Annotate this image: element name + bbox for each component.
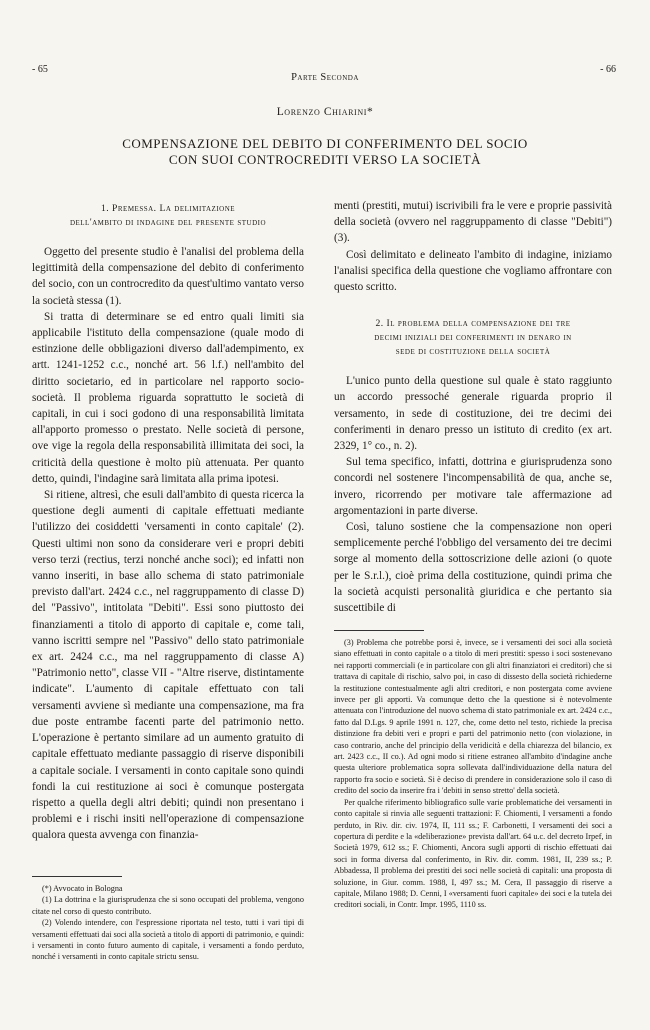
paragraph: Così, taluno sostiene che la compensazione non operi semplicemente perché l'obbligo del versamento dei tre decimi sorge al momento della sottoscrizione delle azioni (o quote per le S.r.l.), cioè prima della costituzione, quindi prima che la società acquisti personalità giuridica e che pertanto sia suscettibile di — [334, 521, 612, 615]
paragraph: Così delimitato e delineato l'ambito di indagine, iniziamo l'analisi specifica della questione che vogliamo affrontare con questo scritto. — [334, 248, 612, 294]
footnote: (3) Problema che potrebbe porsi è, invece, se i versamenti dei soci alla società siano effettuati in conto capitale o a titolo di meri prestiti: spesso i soci sostenevano nei rapporti commerciali (e in particolare con gli altri finanziatori ei creditori) che si trattava di capitale di rischio, salvo poi, in caso di dissesto della società richiederne la restituzione contestualmente agli altri creditori, e non postergata come avviene invece per gli apporti. Va comunque detto che la questione si è notevolmente attenuata con l'introduzione del nuovo schema di stato patrimoniale ex art. 2424 c.c., fatto dal D.Lgs. 9 aprile 1991 n. 127, che, come detto nel testo, richiede la precisa distinzione fra debiti veri e propri e parti del patrimonio netto (con violazione, in caso contrario, anche del principio della veridicità e della chiarezza del bilancio, ex art. 2423 c.c., II co.). Ad ogni modo si ritiene estraneo all'ambito d'indagine anche questa ulteriore problematica sopra sollevata dall'individuazione della natura del rapporto fra socio e società. Si è deciso di prendere in considerazione solo il caso di credito del socio da inserire fra i 'debiti in senso stretto' della società. — [334, 638, 612, 796]
article-title — [60, 136, 590, 168]
footnote-rule — [334, 630, 424, 631]
paragraph: Oggetto del presente studio è l'analisi del problema della legittimità della compensazione del debito di conferimento del socio, con un controcredito da quest'ultimo vantato verso la società stessa (1). — [32, 246, 305, 307]
section1-heading — [32, 202, 304, 230]
footnote: (1) La dottrina e la giurisprudenza che si sono occupati del problema, vengono citate nel corso di questo contributo. — [32, 895, 304, 916]
section2-heading — [334, 317, 612, 359]
footnotes-right — [334, 630, 612, 911]
paragraph: Sul tema specifico, infatti, dottrina e giurisprudenza sono concordi nel sostenere l'incompensabilità de qua, anche se, invero, ricorrendo per motivare tale affermazione ad argomentazioni in parte diverse. — [334, 456, 612, 517]
paragraph: Si ritiene, altresì, che esuli dall'ambito di questa ricerca la questione degli aumenti di capitale effettuati mediante l'utilizzo dei cosiddetti 'versamenti in conto capitale' (2). Questi ultimi non sono da considerare veri e propri debiti verso terzi (rectius, terzi nonché anche soci); ed infatti non vanno inseriti, in base allo schema di stato patrimoniale previsto dall'art. 2424 c.c., nel raggruppamento di classe D) del "Passivo", intitolata "Debiti". Essi sono piuttosto dei finanziamenti a titolo di apporto di capitale e, come tali, vanno iscritti sempre nel "Passivo" dello stato patrimoniale ex art. 2424 c.c., ma nel raggruppamento di classe A) "Patrimonio netto", classe VII - "Altre riserve, distintamente indicate". L'aumento di capitale effettuato con tali versamenti avviene sì mediante una compensazione, ma fra due poste entrambe facenti parte del patrimonio netto. L'operazione è pertanto similare ad un aumento gratuito di capitale effettuato mediante passaggio di riserve disponibili a capitale sociale. I versamenti in conto capitale sono quindi fondi la cui restituzione ai soci è comunque postergata rispetto a quella degli altri debiti; quindi non presentano i problemi e i rischi insiti nell'operazione di compensazione qualora questa avvenga con finanzia- — [32, 489, 304, 842]
section2-heading-line-3: sede di costituzione della società — [395, 346, 551, 358]
paragraph: L'unico punto della questione sul quale è stato raggiunto un accordo pressoché generale riguarda proprio il versamento, in sede di costituzione, dei tre decimi dei conferimenti in denaro presso un istituto di credito (ex art. 2329, 1° co., n. 2). — [334, 375, 612, 453]
footnote: (*) Avvocato in Bologna — [42, 884, 123, 893]
right-column — [334, 198, 612, 616]
running-title: Parte Seconda — [291, 72, 359, 83]
page-number-right: - 66 — [600, 64, 616, 75]
title-line-2: CON SUOI CONTROCREDITI VERSO LA SOCIETÀ — [168, 152, 482, 167]
title-line-1: COMPENSAZIONE DEL DEBITO DI CONFERIMENTO DEL SOCIO — [122, 136, 528, 151]
page-number-left: - 65 — [32, 64, 48, 75]
section2-heading-line-2: decimi iniziali dei conferimenti in denaro in — [374, 332, 572, 344]
left-column — [32, 198, 304, 844]
section1-heading-line-2: dell'ambito di indagine del presente studio — [69, 217, 267, 228]
footnote-rule — [32, 876, 122, 877]
section1-heading-line-1: 1. Premessa. La delimitazione — [100, 203, 236, 214]
author: Lorenzo Chiarini* — [276, 106, 374, 118]
paragraph: menti (prestiti, mutui) iscrivibili fra le vere e proprie passività della società (ovvero nel raggruppamento di classe "Debiti") (3). — [334, 200, 612, 245]
section2-heading-line-1: 2. Il problema della compensazione dei tre — [375, 318, 571, 330]
footnote: Per qualche riferimento bibliografico sulle varie problematiche dei versamenti in conto capitale si rinvia alle seguenti trattazioni: F. Chiomenti, I versamenti a fondo perduto, in Riv. dir. civ. 1974, II, 111 ss.; F. Carbonetti, I versamenti dei soci a copertura di perdite e la «deliberazione» prevista dall'art. 64 u.c. del decreto Irpef, in Società 1979, 612 ss.; F. Chiomenti, Ancora sugli apporti di rischio effettuati dai soci in forma diversa dal conferimento, in Riv. dir. comm. 1981, II, 239 ss.; P. Abbadessa, Il problema dei prestiti dei soci nelle società di capitali: una proposta di soluzione, in Giur. comm. 1988, I, 497 ss.; M. Cera, Il passaggio di riserve a capitale, Milano 1988; D. Cenni, I «versamenti fuori capitale» dei soci e la tutela dei creditori sociali, in Contr. Impr. 1995, 1110 ss. — [334, 797, 612, 910]
footnote: (2) Volendo intendere, con l'espressione riportata nel testo, tutti i vari tipi di versamenti effettuati dai soci alla società a titolo di apporti di patrimonio, e quindi: i versamenti in conto futuro aumento di capitale, i versamenti a fondo perduto, nonché i versamenti in conto capitale strictu sensu. — [32, 918, 304, 962]
footnotes-left — [32, 876, 304, 963]
paragraph: Si tratta di determinare se ed entro quali limiti sia applicabile l'istituto della compensazione (quale modo di estinzione delle obbligazioni diverso dall'adempimento, ex artt. 1241-1252 c.c., nonché art. 56 l.f.) nell'ambito del diritto societario, ed in particolare nel rapporto socio-società. Il problema riguarda soprattutto le società di capitali, in cui i soci godono di una responsabilità limitata all'apporto promesso o prestato. Nelle società di persone, ove vige la regola della responsabilità illimitata dei soci, la criticità della questione è molto più attenuata. Per quanto detto, quindi, l'indagine sarà limitata alla prima ipotesi. — [32, 310, 304, 485]
